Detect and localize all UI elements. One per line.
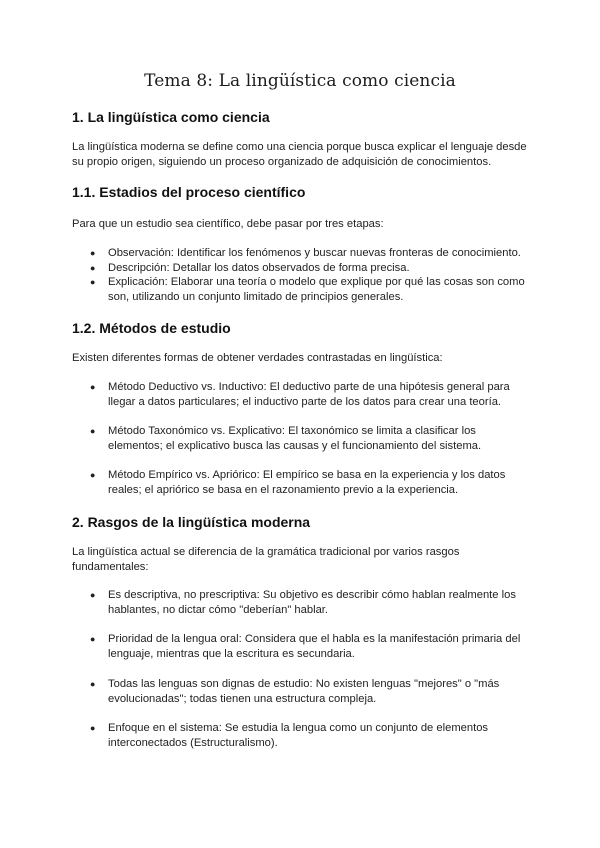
section-heading: 1.2. Métodos de estudio [72, 320, 231, 336]
bullet-icon: ● [90, 382, 96, 392]
list-item-text: Explicación: Elaborar una teoría o modelo que explique por qué las cosas son como son, utilizando un conjunto limitado de principios generales. [108, 276, 525, 303]
section-paragraph: La lingüística actual se diferencia de la gramática tradicional por varios rasgos fundamentales: [72, 546, 460, 573]
list-item [90, 721, 528, 751]
bullet-icon: ● [90, 723, 96, 733]
list-item-text: Todas las lenguas son dignas de estudio: No existen lenguas "mejores" o "más evolucionadas"; todas tienen una estructura compleja. [108, 678, 500, 705]
list-item [90, 246, 528, 261]
bullet-icon: ● [90, 277, 96, 287]
list-item [90, 424, 528, 454]
section-heading: 2. Rasgos de la lingüística moderna [72, 514, 311, 530]
section-paragraph: Para que un estudio sea científico, debe pasar por tres etapas: [72, 218, 384, 230]
section-paragraph: Existen diferentes formas de obtener verdades contrastadas en lingüística: [72, 352, 443, 364]
list-item [90, 275, 528, 305]
list-item [90, 677, 528, 707]
list-item-text: Enfoque en el sistema: Se estudia la lengua como un conjunto de elementos interconectados (Estructuralismo). [108, 722, 489, 749]
list-item-text: Observación: Identificar los fenómenos y buscar nuevas fronteras de conocimiento. [108, 247, 521, 259]
bullet-icon: ● [90, 248, 96, 258]
list-item-text: Es descriptiva, no prescriptiva: Su objetivo es describir cómo hablan realmente los hablantes, no dictar cómo "deberían" hablar. [108, 589, 516, 616]
bullet-icon: ● [90, 634, 96, 644]
section-heading: 1. La lingüística como ciencia [72, 109, 270, 125]
list-item [90, 468, 528, 498]
list-item [90, 588, 528, 618]
bullet-icon: ● [90, 470, 96, 480]
section-heading: 1.1. Estadios del proceso científico [72, 184, 306, 200]
list-item [90, 632, 528, 662]
list-item-text: Método Empírico vs. Apriórico: El empírico se basa en la experiencia y los datos reales; el apriórico se basa en el razonamiento previo a la experiencia. [108, 469, 506, 496]
bullet-icon: ● [90, 679, 96, 689]
list-item [90, 380, 528, 410]
list-item-text: Descripción: Detallar los datos observados de forma precisa. [108, 262, 410, 274]
list-item-text: Método Deductivo vs. Inductivo: El deductivo parte de una hipótesis general para llegar a datos particulares; el inductivo parte de los datos para crear una teoría. [108, 381, 510, 408]
list-item-text: Prioridad de la lengua oral: Considera que el habla es la manifestación primaria del lenguaje, mientras que la escritura es secundaria. [108, 633, 521, 660]
list-item-text: Método Taxonómico vs. Explicativo: El taxonómico se limita a clasificar los elementos; el explicativo busca las causas y el funcionamiento del sistema. [108, 425, 482, 452]
bullet-icon: ● [90, 590, 96, 600]
bullet-icon: ● [90, 426, 96, 436]
bullet-icon: ● [90, 263, 96, 273]
list-item [90, 261, 528, 276]
document-title: Tema 8: La lingüística como ciencia [144, 71, 456, 91]
section-paragraph: La lingüística moderna se define como una ciencia porque busca explicar el lenguaje desde su propio origen, siguiendo un proceso organizado de adquisición de conocimientos. [72, 141, 527, 168]
